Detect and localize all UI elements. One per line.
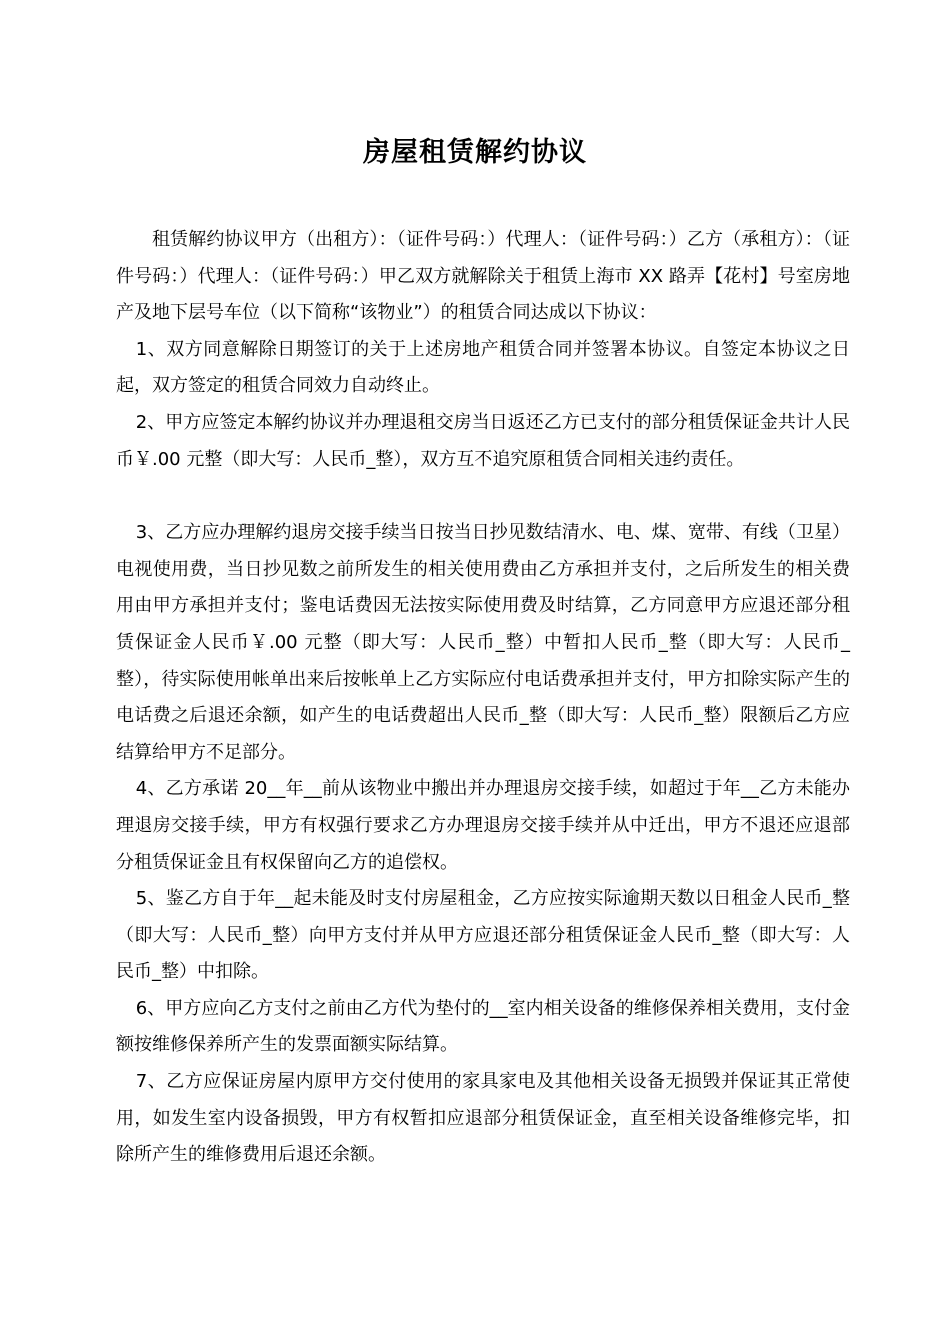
document-title: 房屋租赁解约协议 <box>363 137 587 168</box>
clause-6: 6、甲方应向乙方支付之前由乙方代为垫付的__室内相关设备的维修保养相关费用，支付金额按维修保养所产生的发票面额实际结算。 <box>116 997 850 1056</box>
clause-7: 7、乙方应保证房屋内原甲方交付使用的家具家电及其他相关设备无损毁并保证其正常使用，如发生室内设备损毁，甲方有权暂扣应退部分租赁保证金，直至相关设备维修完毕，扣除所产生的维修费用后退还余额。 <box>116 1071 850 1166</box>
clause-1: 1、双方同意解除日期签订的关于上述房地产租赁合同并签署本协议。自签定本协议之日起，双方签定的租赁合同效力自动终止。 <box>116 338 850 397</box>
intro-paragraph: 租赁解约协议甲方（出租方）：（证件号码：）代理人：（证件号码：）乙方（承租方）：（证件号码：）代理人：（证件号码：）甲乙双方就解除关于租赁上海市 XX 路弄【花村】号室房地产及地下层号车位（以下简称“该物业”）的租赁合同达成以下协议： <box>116 229 850 324</box>
clause-2: 2、甲方应签定本解约协议并办理退租交房当日返还乙方已支付的部分租赁保证金共计人民币￥.00 元整（即大写：人民币_整），双方互不追究原租赁合同相关违约责任。 <box>116 411 850 470</box>
clause-4: 4、乙方承诺 20__年__前从该物业中搬出并办理退房交接手续，如超过于年__乙方未能办理退房交接手续，甲方有权强行要求乙方办理退房交接手续并从中迁出，甲方不退还应退部分租赁保证金且有权保留向乙方的追偿权。 <box>116 778 850 873</box>
clause-3: 3、乙方应办理解约退房交接手续当日按当日抄见数结清水、电、煤、宽带、有线（卫星）电视使用费，当日抄见数之前所发生的相关使用费由乙方承担并支付，之后所发生的相关费用由甲方承担并支付；鉴电话费因无法按实际使用费及时结算，乙方同意甲方应退还部分租赁保证金人民币￥.00 元整（即大写：人民币_整）中暂扣人民币_整（即大写：人民币_整），待实际使用帐单出来后按帐单上乙方实际应付电话费承担并支付，甲方扣除实际产生的电话费之后退还余额，如产生的电话费超出人民币_整（即大写：人民币_整）限额后乙方应结算给甲方不足部分。 <box>116 522 850 763</box>
clause-5: 5、鉴乙方自于年__起未能及时支付房屋租金，乙方应按实际逾期天数以日租金人民币_整（即大写：人民币_整）向甲方支付并从甲方应退还部分租赁保证金人民币_整（即大写：人民币_整）中扣除。 <box>116 888 850 983</box>
document-body <box>116 222 850 1174</box>
